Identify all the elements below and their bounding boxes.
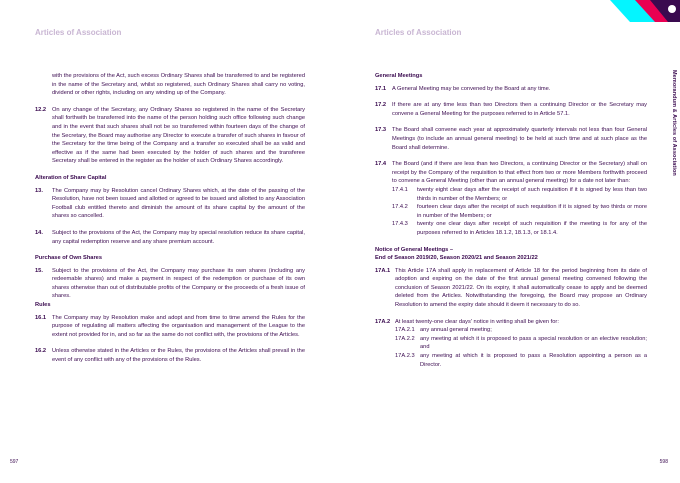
clause-number: 13. [35,187,43,194]
continuation-paragraph: with the provisions of the Act, such excess Ordinary Shares shall be transferred to and be registered in the name of the Secretary and, whilst so registered, such Ordinary Shares shall carry no voting, dividend or other rights, including on any winding up of the Company. [52,73,305,97]
heading-notice-seasons: End of Season 2019/20, Season 2020/21 and Season 2021/22 [375,255,538,262]
clause-17A-2-subclauses [375,326,647,369]
subclause-17A-2-1 [395,326,647,335]
clause-text: A General Meeting may be convened by the Board at any time. [392,85,551,92]
heading-purchase-own-shares: Purchase of Own Shares [35,255,103,262]
clause-13 [35,187,305,221]
clause-number: 12.2 [35,106,47,113]
clause-number: 17A.2 [375,318,391,325]
subclause-number: 17A.2.1 [395,327,415,334]
subclause-text: fourteen clear days after the receipt of such requisition if it is signed by two thirds or more in number of the Members; or [417,204,647,219]
subclause-text: any annual general meeting; [420,327,492,334]
clause-text: At least twenty-one clear days' notice in writing shall be given for: [395,318,559,325]
clause-number: 14. [35,229,43,236]
clause-17-4 [375,160,647,186]
subclause-text: any meeting at which it is proposed to pass a special resolution or an elective resolution; and [420,335,647,351]
clause-number: 15. [35,267,43,274]
clause-17A-1 [375,267,647,310]
clause-text: Subject to the provisions of the Act, the Company may by special resolution reduce its share capital, any capital redemption reserve and any share premium account. [52,229,305,245]
clause-number: 16.1 [35,314,47,321]
clause-17A-2 [375,318,647,327]
clause-text: If there are at any time less than two Directors then a continuing Director or the Secretary may convene a General Meeting for the purposes referred to in Article 57.1. [392,102,647,117]
subclause-number: 17.4.2 [392,204,408,211]
clause-text: The Board (and if there are less than two Directors, a continuing Director or the Secretary) shall on receipt by the Company of the requisition to that effect from two or more Members forthwith proceed to convene a General Meeting (other than an annual general meeting) for a date not later than: [392,161,647,185]
subclause-text: twenty one clear days after receipt of such requisition if the meeting is for any of the purposes referred to in Articles 18.1.2, 18.1.3, or 18.1.4. [417,221,647,236]
running-head-right: Articles of Association [375,28,462,37]
clause-17-1 [375,85,647,94]
subclause-number: 17A.2.2 [395,335,415,342]
subclause-17A-2-3 [395,352,647,369]
clause-number: 17A.1 [375,267,391,274]
running-head-left: Articles of Association [35,28,122,37]
clause-text: This Article 17A shall apply in replacement of Article 18 for the period beginning from its date of adoption and expiring on the date of the first annual general meeting convened following the conclusion of Season 2021/22. On its expiry, it shall automatically cease to apply and be deemed deleted from the Articles. Notwithstanding the foregoing, the Board may propose an Ordinary Resolution to amend the expiry date should it deem it necessary to do so. [395,267,647,309]
heading-alteration-share-capital: Alteration of Share Capital [35,174,107,181]
heading-rules: Rules [35,302,51,309]
clause-15 [35,267,305,301]
clause-text: Unless otherwise stated in the Articles or the Rules, the provisions of the Articles shall prevail in the event of any conflict with any of the provisions of the Rules. [52,348,305,364]
heading-general-meetings: General Meetings [375,73,423,79]
clause-17-2 [375,101,647,118]
page-number-left: 597 [10,459,19,465]
clause-17-3 [375,126,647,152]
subclause-number: 17A.2.3 [395,353,415,360]
clause-number: 17.4 [375,161,387,168]
clause-text: The Company may by Resolution cancel Ordinary Shares which, at the date of the passing of the Resolution, have not been issued and allotted or agreed to be issued and allotted to any Association Football club entitled thereto and diminish the amount of its share capital by the amount of the shares so cancelled. [52,187,305,220]
clause-number: 16.2 [35,348,47,355]
clause-number: 17.1 [375,85,387,92]
clause-17-4-subclauses [375,186,647,238]
left-page-body [35,72,305,365]
heading-notice-general-meetings: Notice of General Meetings – [375,246,454,253]
subclause-text: twenty eight clear days after the receipt of such requisition if it is signed by less than two thirds in number of the Members; or [417,186,647,202]
clause-16-1 [35,314,305,340]
subclause-number: 17.4.1 [392,186,408,193]
subclause-17-4-2 [392,203,647,220]
subclause-number: 17.4.3 [392,221,408,228]
right-page-body [375,72,647,369]
right-page [340,0,680,483]
clause-14 [35,229,305,246]
clause-text: The Company may by Resolution make and adopt and from time to time amend the Rules for the purpose of regulating all matters affecting the organisation and management of the League to the extent not provided for in, and so far as the same do not conflict with, the provisions of the Articles. [52,314,305,338]
clause-12-2 [35,106,305,166]
page-number-right: 598 [659,459,668,465]
clause-number: 17.2 [375,102,387,109]
clause-text: Subject to the provisions of the Act, the Company may purchase its own shares (including any redeemable shares) and make a payment in respect of the redemption or purchase of its own shares otherwise than out of distributable profits of the Company or the proceeds of a fresh issue of shares. [52,267,305,300]
side-tab [659,0,680,483]
clause-number: 17.3 [375,127,387,134]
subclause-17-4-1 [392,186,647,203]
subclause-text: any meeting at which it is proposed to pass a Resolution appointing a person as a Director. [420,353,647,368]
side-tab-label: Memorandum & Articles of Association [671,70,677,176]
clause-16-2 [35,347,305,364]
clause-text: The Board shall convene each year at approximately quarterly intervals not less than four General Meetings (to include an annual general meeting) to be held at such time and at such place as the Board shall determine. [392,127,647,151]
clause-text: On any change of the Secretary, any Ordinary Shares so registered in the name of the Secretary shall forthwith be transferred into the name of the person holding such office following such change and in the event that such shares shall not be so transferred within fourteen days of the change of the Secretary, the Board may authorise any Director to execute a transfer of such shares in favour of the Secretary for the time being of the Company and a transfer so executed shall be as valid and effective as if the same had been executed by the holder of such shares and the transferee Secretary shall be entered in the register as the holder of such Ordinary Shares accordingly. [52,106,305,165]
subclause-17-4-3 [392,220,647,237]
subclause-17A-2-2 [395,335,647,352]
